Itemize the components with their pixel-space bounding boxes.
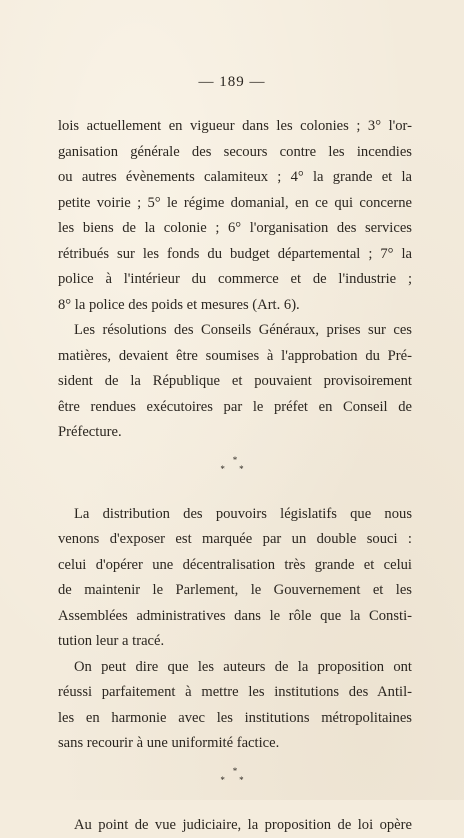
text-line: de maintenir le Parlement, le Gouvernement et les xyxy=(58,578,412,604)
text-line: rétribués sur les fonds du budget départemental ; 7° la xyxy=(58,242,412,268)
text-line: ou autres évènements calamiteux ; 4° la grande et la xyxy=(58,165,412,191)
text-line: La distribution des pouvoirs législatifs que nous xyxy=(58,502,412,528)
asterism-bottom: * * xyxy=(58,465,412,474)
text-line: les biens de la colonie ; 6° l'organisation des services xyxy=(58,216,412,242)
text-line: lois actuellement en vigueur dans les colonies ; 3° l'or- xyxy=(58,114,412,140)
text-line: sans recourir à une uniformité factice. xyxy=(58,731,412,757)
asterism-top: * xyxy=(58,761,412,776)
text-line: Au point de vue judiciaire, la proposition de loi opère xyxy=(58,813,412,838)
text-line: petite voirie ; 5° le régime domanial, en ce qui concerne xyxy=(58,191,412,217)
paragraph-4 xyxy=(58,655,412,757)
text-line: sident de la République et pouvaient provisoirement xyxy=(58,369,412,395)
text-line: tution leur a tracé. xyxy=(58,629,412,655)
asterism-top: * xyxy=(58,450,412,465)
asterism-bottom: * * xyxy=(58,776,412,785)
paragraph-2 xyxy=(58,318,412,446)
text-line: matières, devaient être soumises à l'approbation du Pré- xyxy=(58,344,412,370)
text-line: ganisation générale des secours contre les incendies xyxy=(58,140,412,166)
text-line: réussi parfaitement à mettre les institutions des Antil- xyxy=(58,680,412,706)
page-number: — 189 — xyxy=(0,74,464,91)
text-line: 8° la police des poids et mesures (Art. 6). xyxy=(58,293,412,319)
section-separator xyxy=(58,761,412,801)
text-line: être rendues exécutoires par le préfet en Conseil de xyxy=(58,395,412,421)
text-line: police à l'intérieur du commerce et de l'industrie ; xyxy=(58,267,412,293)
text-line: Les résolutions des Conseils Généraux, prises sur ces xyxy=(58,318,412,344)
page-body xyxy=(58,114,412,838)
text-line: Préfecture. xyxy=(58,420,412,446)
text-line: les en harmonie avec les institutions métropolitaines xyxy=(58,706,412,732)
paragraph-5 xyxy=(58,813,412,838)
paragraph-3 xyxy=(58,502,412,655)
paragraph-1 xyxy=(58,114,412,318)
text-line: venons d'exposer est marquée par un double souci : xyxy=(58,527,412,553)
text-line: Assemblées administratives dans le rôle que la Consti- xyxy=(58,604,412,630)
section-separator xyxy=(58,450,412,490)
text-line: celui d'opérer une décentralisation très grande et celui xyxy=(58,553,412,579)
text-line: On peut dire que les auteurs de la proposition ont xyxy=(58,655,412,681)
